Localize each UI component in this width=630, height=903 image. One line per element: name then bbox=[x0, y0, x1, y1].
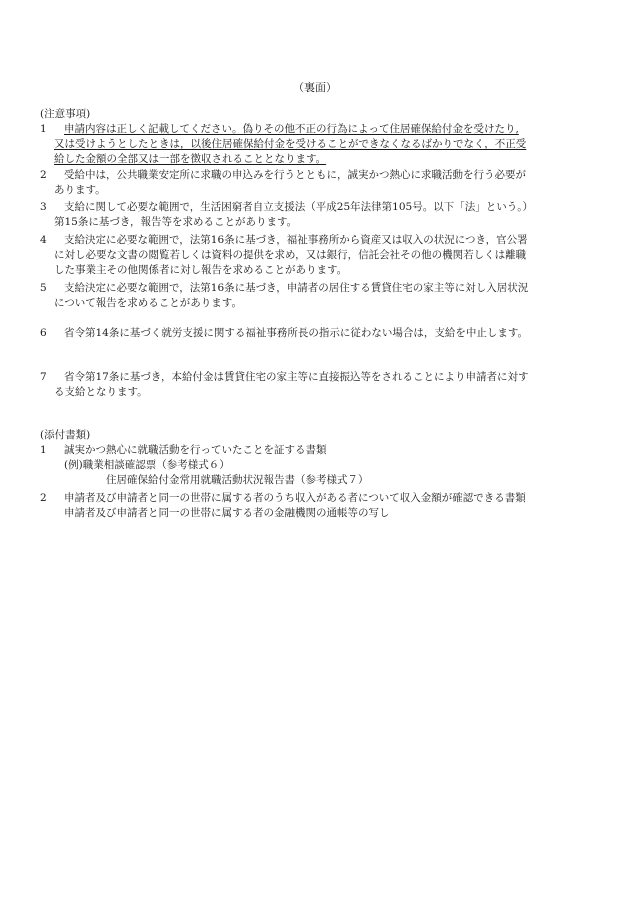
note-number: 7 bbox=[40, 371, 47, 383]
note-line: あります。 bbox=[54, 184, 106, 196]
note-item-1 bbox=[40, 122, 588, 167]
note-line: る支給となります。 bbox=[54, 386, 148, 398]
note-line: 第15条に基づき，報告等を求めることがあります。 bbox=[54, 216, 298, 228]
notes-heading: (注意事項) bbox=[40, 108, 91, 120]
attachment-item-2 bbox=[40, 491, 588, 521]
note-number: 6 bbox=[40, 327, 47, 339]
note-line: について報告を求めることがあります。 bbox=[54, 297, 242, 309]
note-number: 4 bbox=[40, 234, 47, 246]
attachment-line: 申請者及び申請者と同一の世帯に属する者のうち収入がある者について収入金額が確認できる書類 bbox=[64, 492, 526, 504]
attachment-line: 申請者及び申請者と同一の世帯に属する者の金融機関の通帳等の写し bbox=[64, 507, 390, 519]
attachment-example: (例)職業相談確認票（参考様式６） bbox=[64, 459, 230, 471]
attachment-item-1 bbox=[40, 443, 588, 488]
note-line: 支給決定に必要な範囲で，法第16条に基づき，申請者の居住する賃貸住宅の家主等に対し入居状況 bbox=[64, 282, 529, 294]
note-line: に対し必要な文書の閲覧若しくは資料の提供を求め，又は銀行，信託会社その他の機関若しくは離職 bbox=[54, 249, 527, 261]
note-line: 受給中は，公共職業安定所に求職の申込みを行うとともに，誠実かつ熱心に求職活動を行う必要が bbox=[64, 169, 526, 181]
note-number: 2 bbox=[40, 169, 47, 181]
note-item-3 bbox=[40, 200, 588, 230]
note-line: 給した金額の全部又は一部を徴収されることとなります。 bbox=[54, 153, 327, 165]
attachment-number: 2 bbox=[40, 492, 47, 504]
note-line: 支給決定に必要な範囲で，法第16条に基づき，福祉事務所から資産又は収入の状況につき，官公署 bbox=[64, 234, 528, 246]
attachment-line: 誠実かつ熱心に就職活動を行っていたことを証する書類 bbox=[64, 444, 327, 456]
note-item-4 bbox=[40, 233, 588, 278]
note-item-7 bbox=[40, 370, 588, 400]
attachment-number: 1 bbox=[40, 444, 47, 456]
attachment-example: 住居確保給付金常用就職活動状況報告書（参考様式７） bbox=[106, 474, 369, 486]
note-item-5 bbox=[40, 281, 588, 311]
note-line: 省令第17条に基づき，本給付金は賃貸住宅の家主等に直接振込等をされることにより申請者に対す bbox=[64, 371, 529, 383]
note-line: した事業主その他関係者に対し報告を求めることがあります。 bbox=[54, 264, 348, 276]
note-line: 省令第14条に基づく就労支援に関する福祉事務所長の指示に従わない場合は，支給を中止します。 bbox=[64, 327, 529, 339]
note-line: 申請内容は正しく記載してください。偽りその他不正の行為によって住居確保給付金を受けたり, bbox=[64, 123, 519, 135]
note-number: 1 bbox=[40, 123, 47, 135]
note-line: 支給に関して必要な範囲で，生活困窮者自立支援法（平成25年法律第105号。以下「法」という。） bbox=[64, 201, 533, 213]
note-number: 3 bbox=[40, 201, 47, 213]
note-number: 5 bbox=[40, 282, 47, 294]
note-line: 又は受けようとしたときは，以後住居確保給付金を受けることができなくなるばかりでなく，不正受 bbox=[54, 138, 527, 150]
note-item-2 bbox=[40, 168, 588, 198]
attachments-heading: (添付書類) bbox=[40, 429, 91, 441]
note-item-6 bbox=[40, 326, 588, 341]
page-title: （裏面） bbox=[293, 81, 337, 94]
